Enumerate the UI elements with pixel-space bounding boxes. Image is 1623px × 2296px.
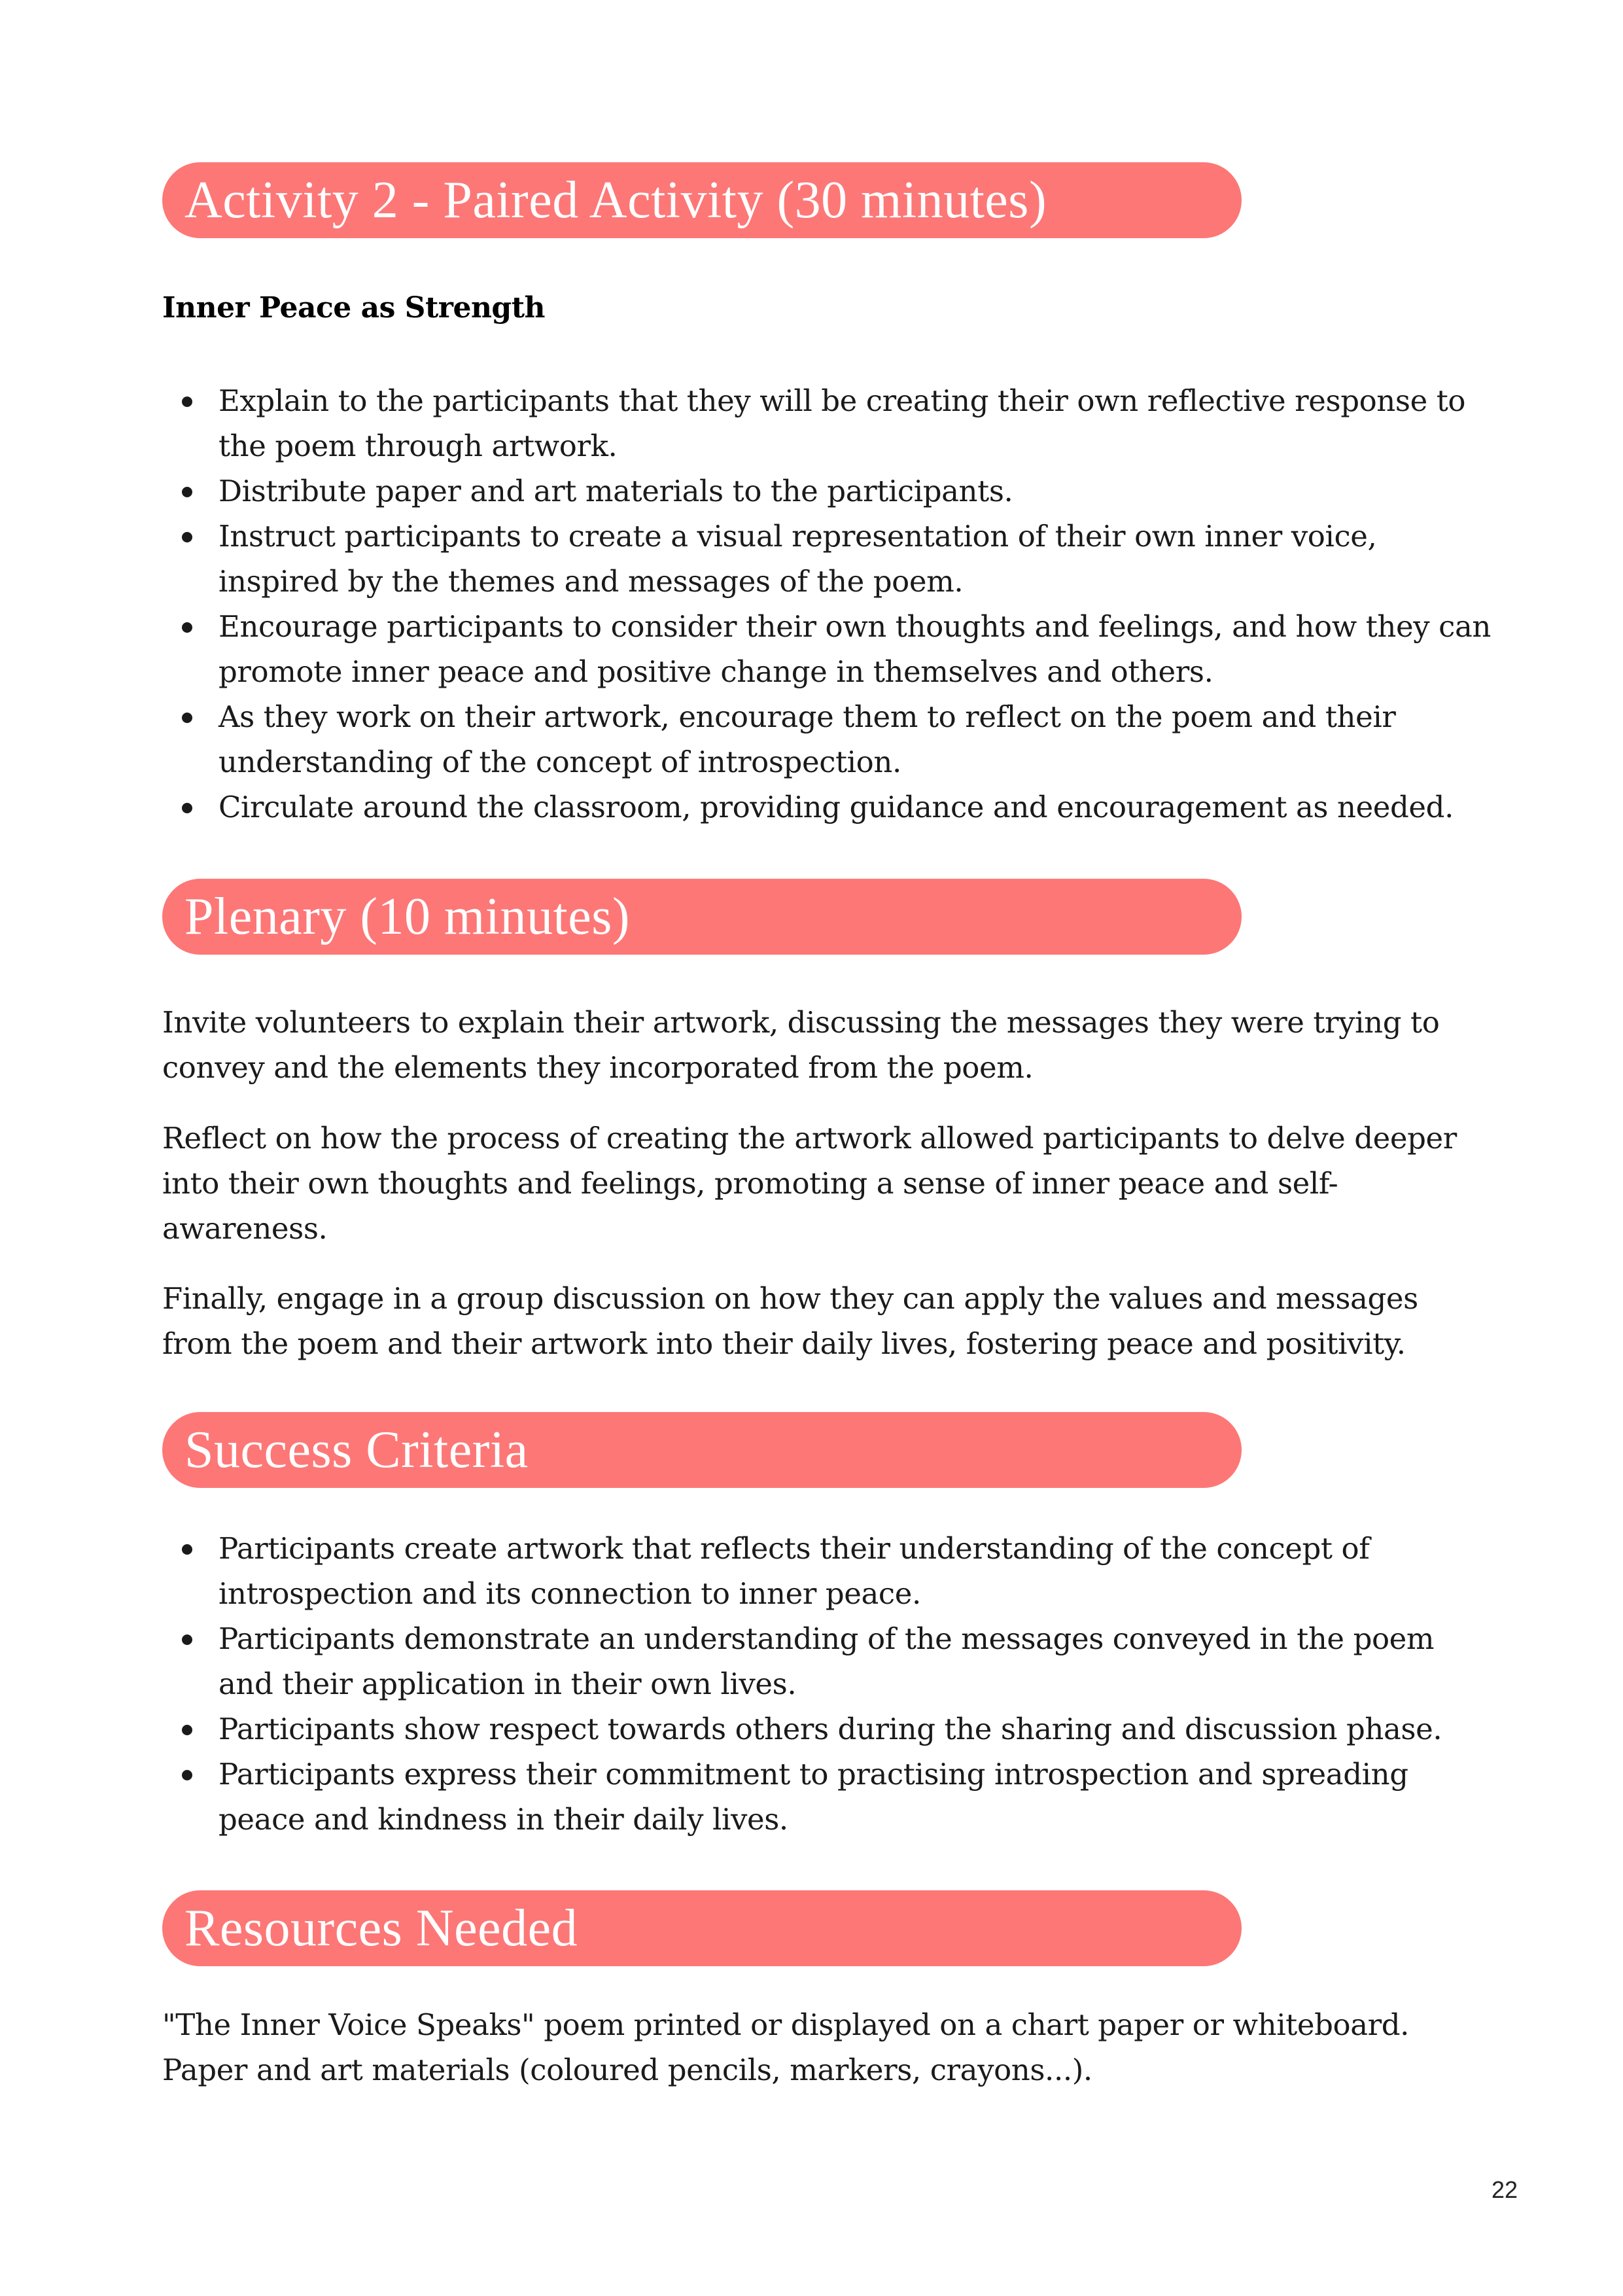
activity-2-bullet-list — [162, 378, 1497, 830]
bullet-icon — [182, 397, 192, 407]
plenary-title: Plenary (10 minutes) — [184, 888, 630, 945]
bullet-icon — [182, 1544, 192, 1555]
resources-title: Resources Needed — [184, 1899, 578, 1957]
list-item: Participants demonstrate an understanding of the messages conveyed in the poem and their application in their own lives. — [162, 1616, 1497, 1706]
success-criteria-title: Success Criteria — [184, 1421, 529, 1479]
list-item: Participants express their commitment to practising introspection and spreading peace and kindness in their daily lives. — [162, 1752, 1497, 1842]
bullet-icon — [182, 622, 192, 633]
activity-2-title: Activity 2 - Paired Activity (30 minutes) — [184, 171, 1047, 229]
list-item: Participants show respect towards others during the sharing and discussion phase. — [162, 1706, 1497, 1752]
success-criteria-bullet-list — [162, 1526, 1497, 1842]
list-item: Participants create artwork that reflects their understanding of the concept of introspection and its connection to inner peace. — [162, 1526, 1497, 1616]
bullet-icon — [182, 803, 192, 813]
list-item: Instruct participants to create a visual representation of their own inner voice, inspired by the themes and messages of the poem. — [162, 514, 1497, 604]
plenary-paragraph-3: Finally, engage in a group discussion on how they can apply the values and messages from the poem and their artwork into their daily lives, fostering peace and positivity. — [162, 1281, 1418, 1361]
resources-line-2: Paper and art materials (coloured pencils, markers, crayons...). — [162, 2053, 1092, 2087]
bullet-icon — [182, 1634, 192, 1645]
success-criteria-banner — [162, 1412, 1242, 1488]
plenary-paragraph-2: Reflect on how the process of creating the artwork allowed participants to delve deeper into their own thoughts and feelings, promoting a sense of inner peace and self-awareness. — [162, 1121, 1457, 1246]
list-item: Distribute paper and art materials to the participants. — [162, 468, 1497, 514]
activity-2-subheading: Inner Peace as Strength — [162, 291, 546, 325]
list-item: Explain to the participants that they will be creating their own reflective response to the poem through artwork. — [162, 378, 1497, 468]
list-item: As they work on their artwork, encourage them to reflect on the poem and their understanding of the concept of introspection. — [162, 694, 1497, 785]
bullet-icon — [182, 713, 192, 723]
plenary-banner — [162, 879, 1242, 955]
resources-banner — [162, 1890, 1242, 1966]
list-item: Encourage participants to consider their own thoughts and feelings, and how they can promote inner peace and positive change in themselves and others. — [162, 604, 1497, 694]
bullet-icon — [182, 1725, 192, 1735]
list-item: Circulate around the classroom, providing guidance and encouragement as needed. — [162, 785, 1497, 830]
resources-line-1: "The Inner Voice Speaks" poem printed or displayed on a chart paper or whiteboard. — [162, 2007, 1410, 2042]
plenary-paragraph-1: Invite volunteers to explain their artwork, discussing the messages they were trying to convey and the elements they incorporated from the poem. — [162, 1005, 1440, 1085]
bullet-icon — [182, 1770, 192, 1780]
activity-2-banner — [162, 162, 1242, 238]
bullet-icon — [182, 532, 192, 542]
page-number: 22 — [1492, 2176, 1518, 2203]
bullet-icon — [182, 487, 192, 497]
